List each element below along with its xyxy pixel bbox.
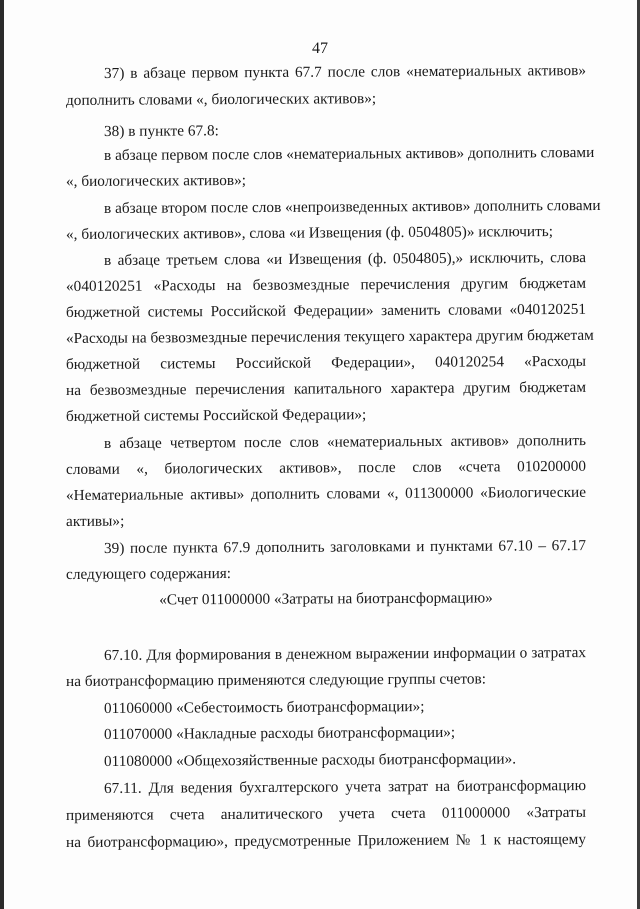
text-line: 011070000 «Накладные расходы биотрансформации»; — [103, 723, 456, 743]
text-line: бюджетной системы Российской Федерации»; — [65, 406, 367, 425]
text-line: в абзаце первом после слов «нематериальных активов» дополнить словами — [103, 144, 595, 164]
text-line: в абзаце четвертом после слов «нематериальных активов» дополнить — [103, 432, 587, 452]
text-line: «, биологических активов»; — [65, 171, 247, 190]
page-number: 47 — [312, 40, 328, 57]
text-line: следующего содержания: — [65, 564, 232, 583]
scan-edge-left — [0, 0, 4, 909]
text-line: «Нематериальные активы» дополнить словами «, 011300000 «Биологические — [65, 483, 587, 504]
text-line: на безвозмездные перечисления капитального характера другим бюджетам — [65, 378, 587, 399]
text-line: в абзаце втором после слов «непроизведенных активов» дополнить словами — [103, 196, 601, 217]
text-line: бюджетной системы Российской Федерации», 040120254 «Расходы — [65, 352, 587, 373]
text-line: 37) в абзаце первом пункта 67.7 после слов «нематериальных активов» — [103, 62, 587, 82]
text-line: 67.10. Для формирования в денежном выражении информации о затратах — [103, 644, 587, 664]
text-line: «, биологических активов», слова «и Извещения (ф. 0504805)» исключить; — [65, 223, 554, 243]
text-line: применяются счета аналитического учета счета 011000000 «Затраты — [65, 803, 587, 824]
text-line: 38) в пункте 67.8: — [103, 122, 219, 140]
text-line: активы»; — [65, 512, 125, 530]
text-line: 67.11. Для ведения бухгалтерского учета затрат на биотрансформацию — [103, 777, 587, 797]
text-line: бюджетной системы Российской Федерации» заменить словами «040120251 — [65, 300, 587, 321]
text-line: 011080000 «Общехозяйственные расходы биотрансформации». — [103, 750, 517, 770]
text-line: «Расходы на безвозмездные перечисления текущего характера другим бюджетам — [65, 326, 594, 347]
text-line: «040120251 «Расходы на безвозмездные перечисления другим бюджетам — [65, 274, 587, 295]
text-line: на биотрансформацию применяются следующие группы счетов: — [65, 670, 487, 690]
text-line: дополнить словами «, биологических активов»; — [65, 90, 377, 109]
text-line: 39) после пункта 67.9 дополнить заголовками и пунктами 67.10 – 67.17 — [103, 537, 587, 557]
section-heading: «Счет 011000000 «Затраты на биотрансформацию» — [159, 589, 493, 609]
text-line: на биотрансформацию», предусмотренные Приложением № 1 к настоящему — [65, 830, 587, 851]
text-line: в абзаце третьем слова «и Извещения (ф. 0504805),» исключить, слова — [103, 249, 587, 269]
text-line: словами «, биологических активов», после слов «счета 010200000 — [65, 457, 587, 478]
text-line: 011060000 «Себестоимость биотрансформации»; — [103, 698, 425, 717]
